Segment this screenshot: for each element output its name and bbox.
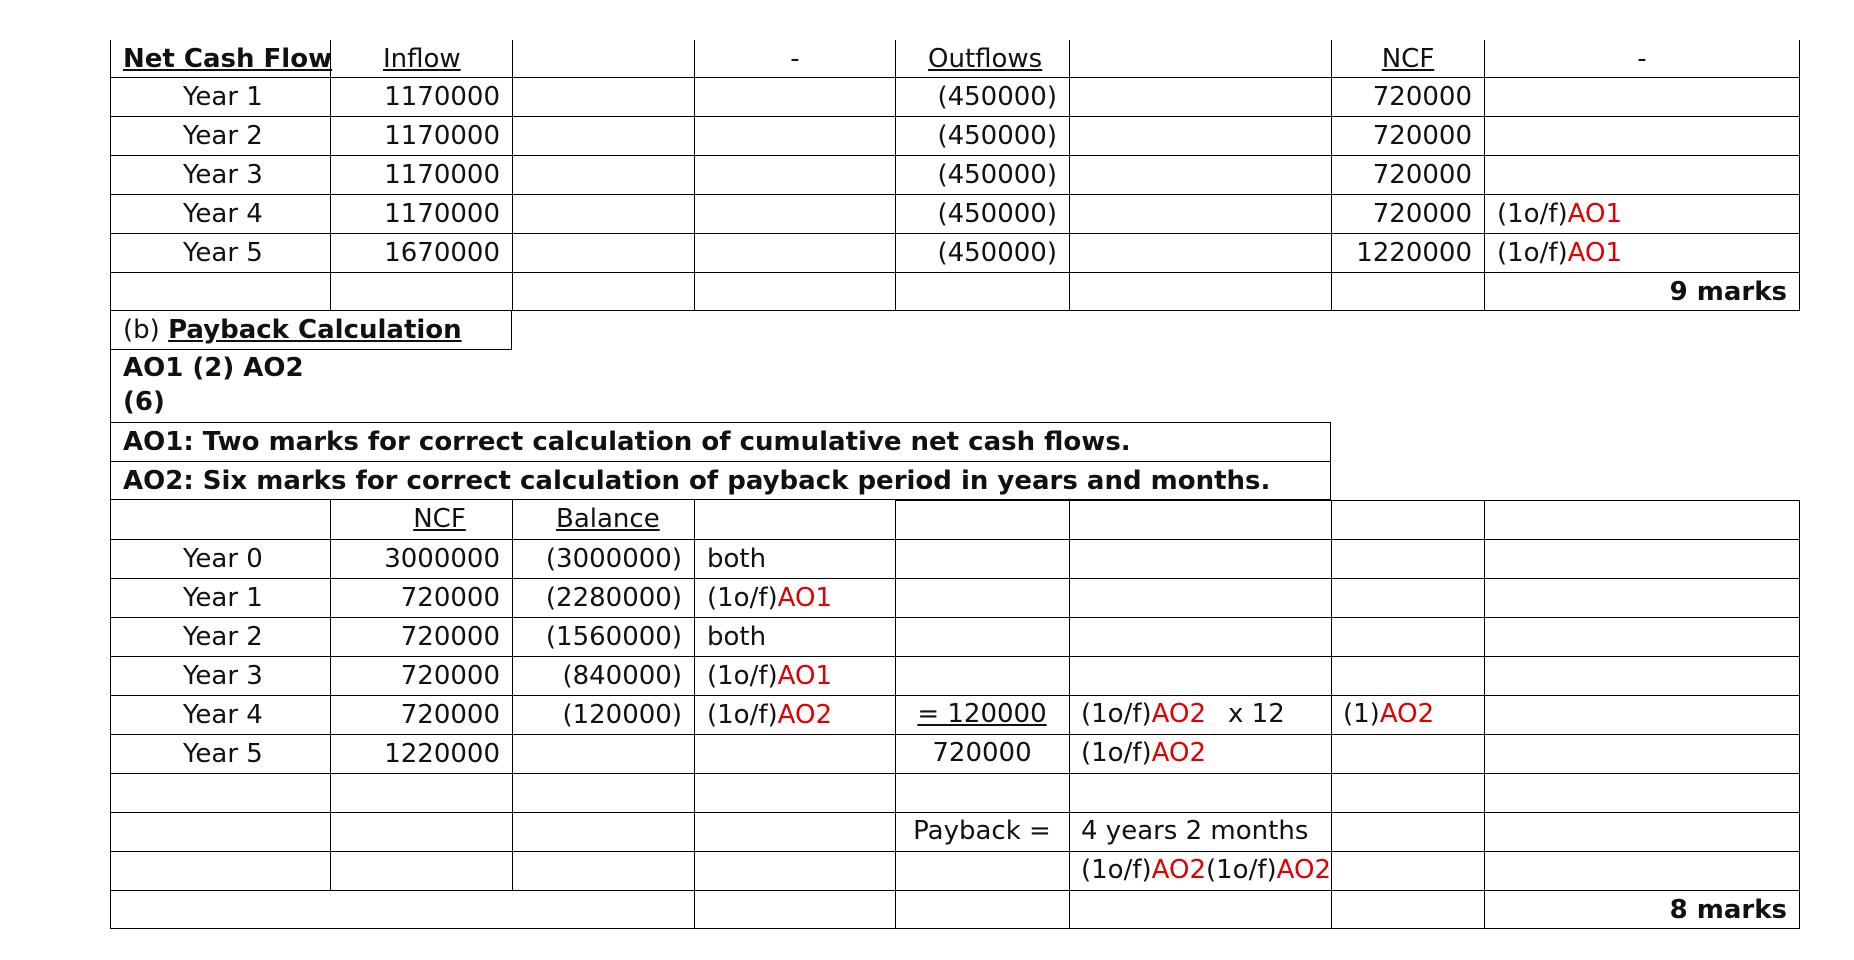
year-label: Year 3 [110, 155, 330, 194]
assessment-objective-code: AO1 [777, 583, 832, 613]
mark-note: (1o/f) [1497, 199, 1568, 229]
outflow-value: (450000) [895, 116, 1069, 155]
empty-cell [1069, 40, 1331, 77]
empty-cell [110, 500, 330, 539]
empty-cell [1069, 233, 1331, 272]
ncf-value: 720000 [1331, 116, 1484, 155]
empty-cell [694, 812, 895, 851]
outflow-value: (450000) [895, 155, 1069, 194]
inflow-value: 1670000 [330, 233, 512, 272]
empty-cell [1069, 272, 1331, 311]
empty-cell [1331, 539, 1484, 578]
empty-cell [1069, 194, 1331, 233]
dash-header: - [694, 40, 895, 77]
empty-cell [512, 812, 694, 851]
empty-cell [694, 851, 895, 890]
year-label: Year 2 [110, 116, 330, 155]
empty-cell [694, 155, 895, 194]
mark-note: (1o/f) [707, 661, 778, 691]
mark-allocation [694, 578, 895, 617]
empty-cell [694, 272, 895, 311]
ncf-value: 1220000 [330, 734, 512, 773]
inflow-value: 1170000 [330, 116, 512, 155]
balance-value: (120000) [512, 695, 694, 734]
dash-header: - [1484, 40, 1800, 77]
empty-cell [512, 116, 694, 155]
empty-cell [1069, 773, 1331, 812]
empty-cell [1484, 773, 1800, 812]
payback-marks: (1o/f)AO2(1o/f)AO2 [1081, 855, 1331, 885]
outflow-value: (450000) [895, 233, 1069, 272]
empty-cell [1484, 539, 1800, 578]
mark-allocation [1484, 77, 1800, 116]
inflow-value: 1170000 [330, 194, 512, 233]
empty-cell [1331, 890, 1484, 929]
empty-cell [1484, 695, 1800, 734]
payback-value: 4 years 2 months [1081, 816, 1309, 846]
empty-cell [330, 272, 512, 311]
empty-cell [895, 539, 1069, 578]
net-cash-flow-heading: Net Cash Flow [110, 40, 330, 77]
year-label: Year 0 [110, 539, 330, 578]
empty-cell [110, 890, 694, 929]
ncf-value: 3000000 [330, 539, 512, 578]
empty-cell [512, 155, 694, 194]
empty-cell [1331, 617, 1484, 656]
outflow-value: (450000) [895, 77, 1069, 116]
inflow-value: 1170000 [330, 155, 512, 194]
ncf-value: 1220000 [1331, 233, 1484, 272]
assessment-objective-code: AO1 [1567, 199, 1622, 229]
mark-note: (1o/f) [707, 583, 778, 613]
mark-allocation [694, 617, 895, 656]
empty-cell [895, 272, 1069, 311]
empty-cell [1484, 812, 1800, 851]
empty-cell [512, 272, 694, 311]
empty-cell [330, 812, 512, 851]
empty-cell [694, 500, 895, 539]
empty-cell [1484, 617, 1800, 656]
empty-cell [1484, 500, 1800, 539]
balance-value: (2280000) [512, 578, 694, 617]
ncf-header: NCF [1331, 40, 1484, 77]
empty-cell [1331, 851, 1484, 890]
mark-allocation [1484, 194, 1800, 233]
empty-cell [1069, 116, 1331, 155]
inflow-value: 1170000 [330, 77, 512, 116]
empty-cell [694, 233, 895, 272]
year-label: Year 4 [110, 695, 330, 734]
empty-cell [895, 500, 1069, 539]
ncf-value: 720000 [330, 656, 512, 695]
inflow-header: Inflow [330, 40, 512, 77]
outflow-value: (450000) [895, 194, 1069, 233]
balance-value: (1560000) [512, 617, 694, 656]
empty-cell [512, 194, 694, 233]
mark-note: (1o/f) [1497, 238, 1568, 268]
ncf-value: 720000 [1331, 77, 1484, 116]
empty-cell [512, 233, 694, 272]
empty-cell [895, 773, 1069, 812]
empty-cell [110, 851, 330, 890]
empty-cell [330, 773, 512, 812]
mark-allocation [1484, 155, 1800, 194]
empty-cell [1331, 812, 1484, 851]
balance-header: Balance [512, 500, 694, 539]
empty-cell [694, 77, 895, 116]
ncf-value: 720000 [1331, 155, 1484, 194]
ncf-value: 720000 [1331, 194, 1484, 233]
mark-allocation [694, 656, 895, 695]
empty-cell [1331, 500, 1484, 539]
empty-cell [110, 773, 330, 812]
empty-cell [512, 40, 694, 77]
empty-cell [110, 272, 330, 311]
denominator-mark: (1o/f)AO2 [1081, 738, 1206, 768]
empty-cell [1484, 578, 1800, 617]
ncf-header: NCF [330, 500, 512, 539]
ncf-value: 720000 [330, 578, 512, 617]
numerator-mark: (1o/f)AO2 x 12 [1081, 699, 1285, 729]
empty-cell [1331, 656, 1484, 695]
mark-note: (1o/f) [707, 700, 778, 730]
empty-cell [1069, 500, 1331, 539]
year-label: Year 5 [110, 233, 330, 272]
year-label: Year 1 [110, 77, 330, 116]
ao-split-label: AO1 (2) AO2 (6) [110, 350, 330, 422]
balance-value: (3000000) [512, 539, 694, 578]
payback-heading: (b) Payback Calculation [110, 311, 512, 350]
empty-cell [895, 851, 1069, 890]
marks-total-a: 9 marks [1484, 272, 1800, 311]
empty-cell [1331, 734, 1484, 773]
fraction-denominator: 720000 [932, 738, 1032, 768]
mark-allocation [1484, 233, 1800, 272]
empty-cell [895, 656, 1069, 695]
empty-cell [694, 194, 895, 233]
outflows-header: Outflows [895, 40, 1069, 77]
mark-allocation [694, 734, 895, 773]
ao2-criteria: AO2: Six marks for correct calculation of payback period in years and months. [110, 461, 1331, 500]
empty-cell [694, 773, 895, 812]
assessment-objective-code: AO1 [777, 661, 832, 691]
empty-cell [1069, 890, 1331, 929]
empty-cell [1484, 851, 1800, 890]
ao1-criteria: AO1: Two marks for correct calculation of cumulative net cash flows. [110, 422, 1331, 461]
mark-note: both [707, 544, 767, 574]
empty-cell [1484, 734, 1800, 773]
empty-cell [1069, 578, 1331, 617]
year-label: Year 4 [110, 194, 330, 233]
empty-cell [512, 773, 694, 812]
empty-cell [895, 890, 1069, 929]
empty-cell [110, 812, 330, 851]
empty-cell [1069, 617, 1331, 656]
empty-cell [1331, 773, 1484, 812]
ncf-value: 720000 [330, 617, 512, 656]
empty-cell [1069, 539, 1331, 578]
year-label: Year 5 [110, 734, 330, 773]
empty-cell [1331, 272, 1484, 311]
year-label: Year 2 [110, 617, 330, 656]
year-label: Year 1 [110, 578, 330, 617]
mark-allocation [694, 695, 895, 734]
balance-value [512, 734, 694, 773]
marks-total-b: 8 marks [1484, 890, 1800, 929]
ncf-value: 720000 [330, 695, 512, 734]
empty-cell [1069, 155, 1331, 194]
empty-cell [512, 851, 694, 890]
year-label: Year 3 [110, 656, 330, 695]
mark-allocation [1484, 116, 1800, 155]
empty-cell [330, 851, 512, 890]
empty-cell [1331, 578, 1484, 617]
empty-cell [895, 617, 1069, 656]
mark-note: both [707, 622, 767, 652]
empty-cell [694, 890, 895, 929]
fraction-numerator: = 120000 [917, 699, 1047, 729]
multiplier-mark: (1)AO2 [1343, 699, 1435, 729]
payback-label: Payback = [913, 816, 1051, 846]
empty-cell [512, 77, 694, 116]
empty-cell [694, 116, 895, 155]
empty-cell [1484, 656, 1800, 695]
balance-value: (840000) [512, 656, 694, 695]
assessment-objective-code: AO1 [1567, 238, 1622, 268]
empty-cell [895, 578, 1069, 617]
mark-allocation [694, 539, 895, 578]
empty-cell [1069, 656, 1331, 695]
assessment-objective-code: AO2 [777, 700, 832, 730]
empty-cell [1069, 77, 1331, 116]
